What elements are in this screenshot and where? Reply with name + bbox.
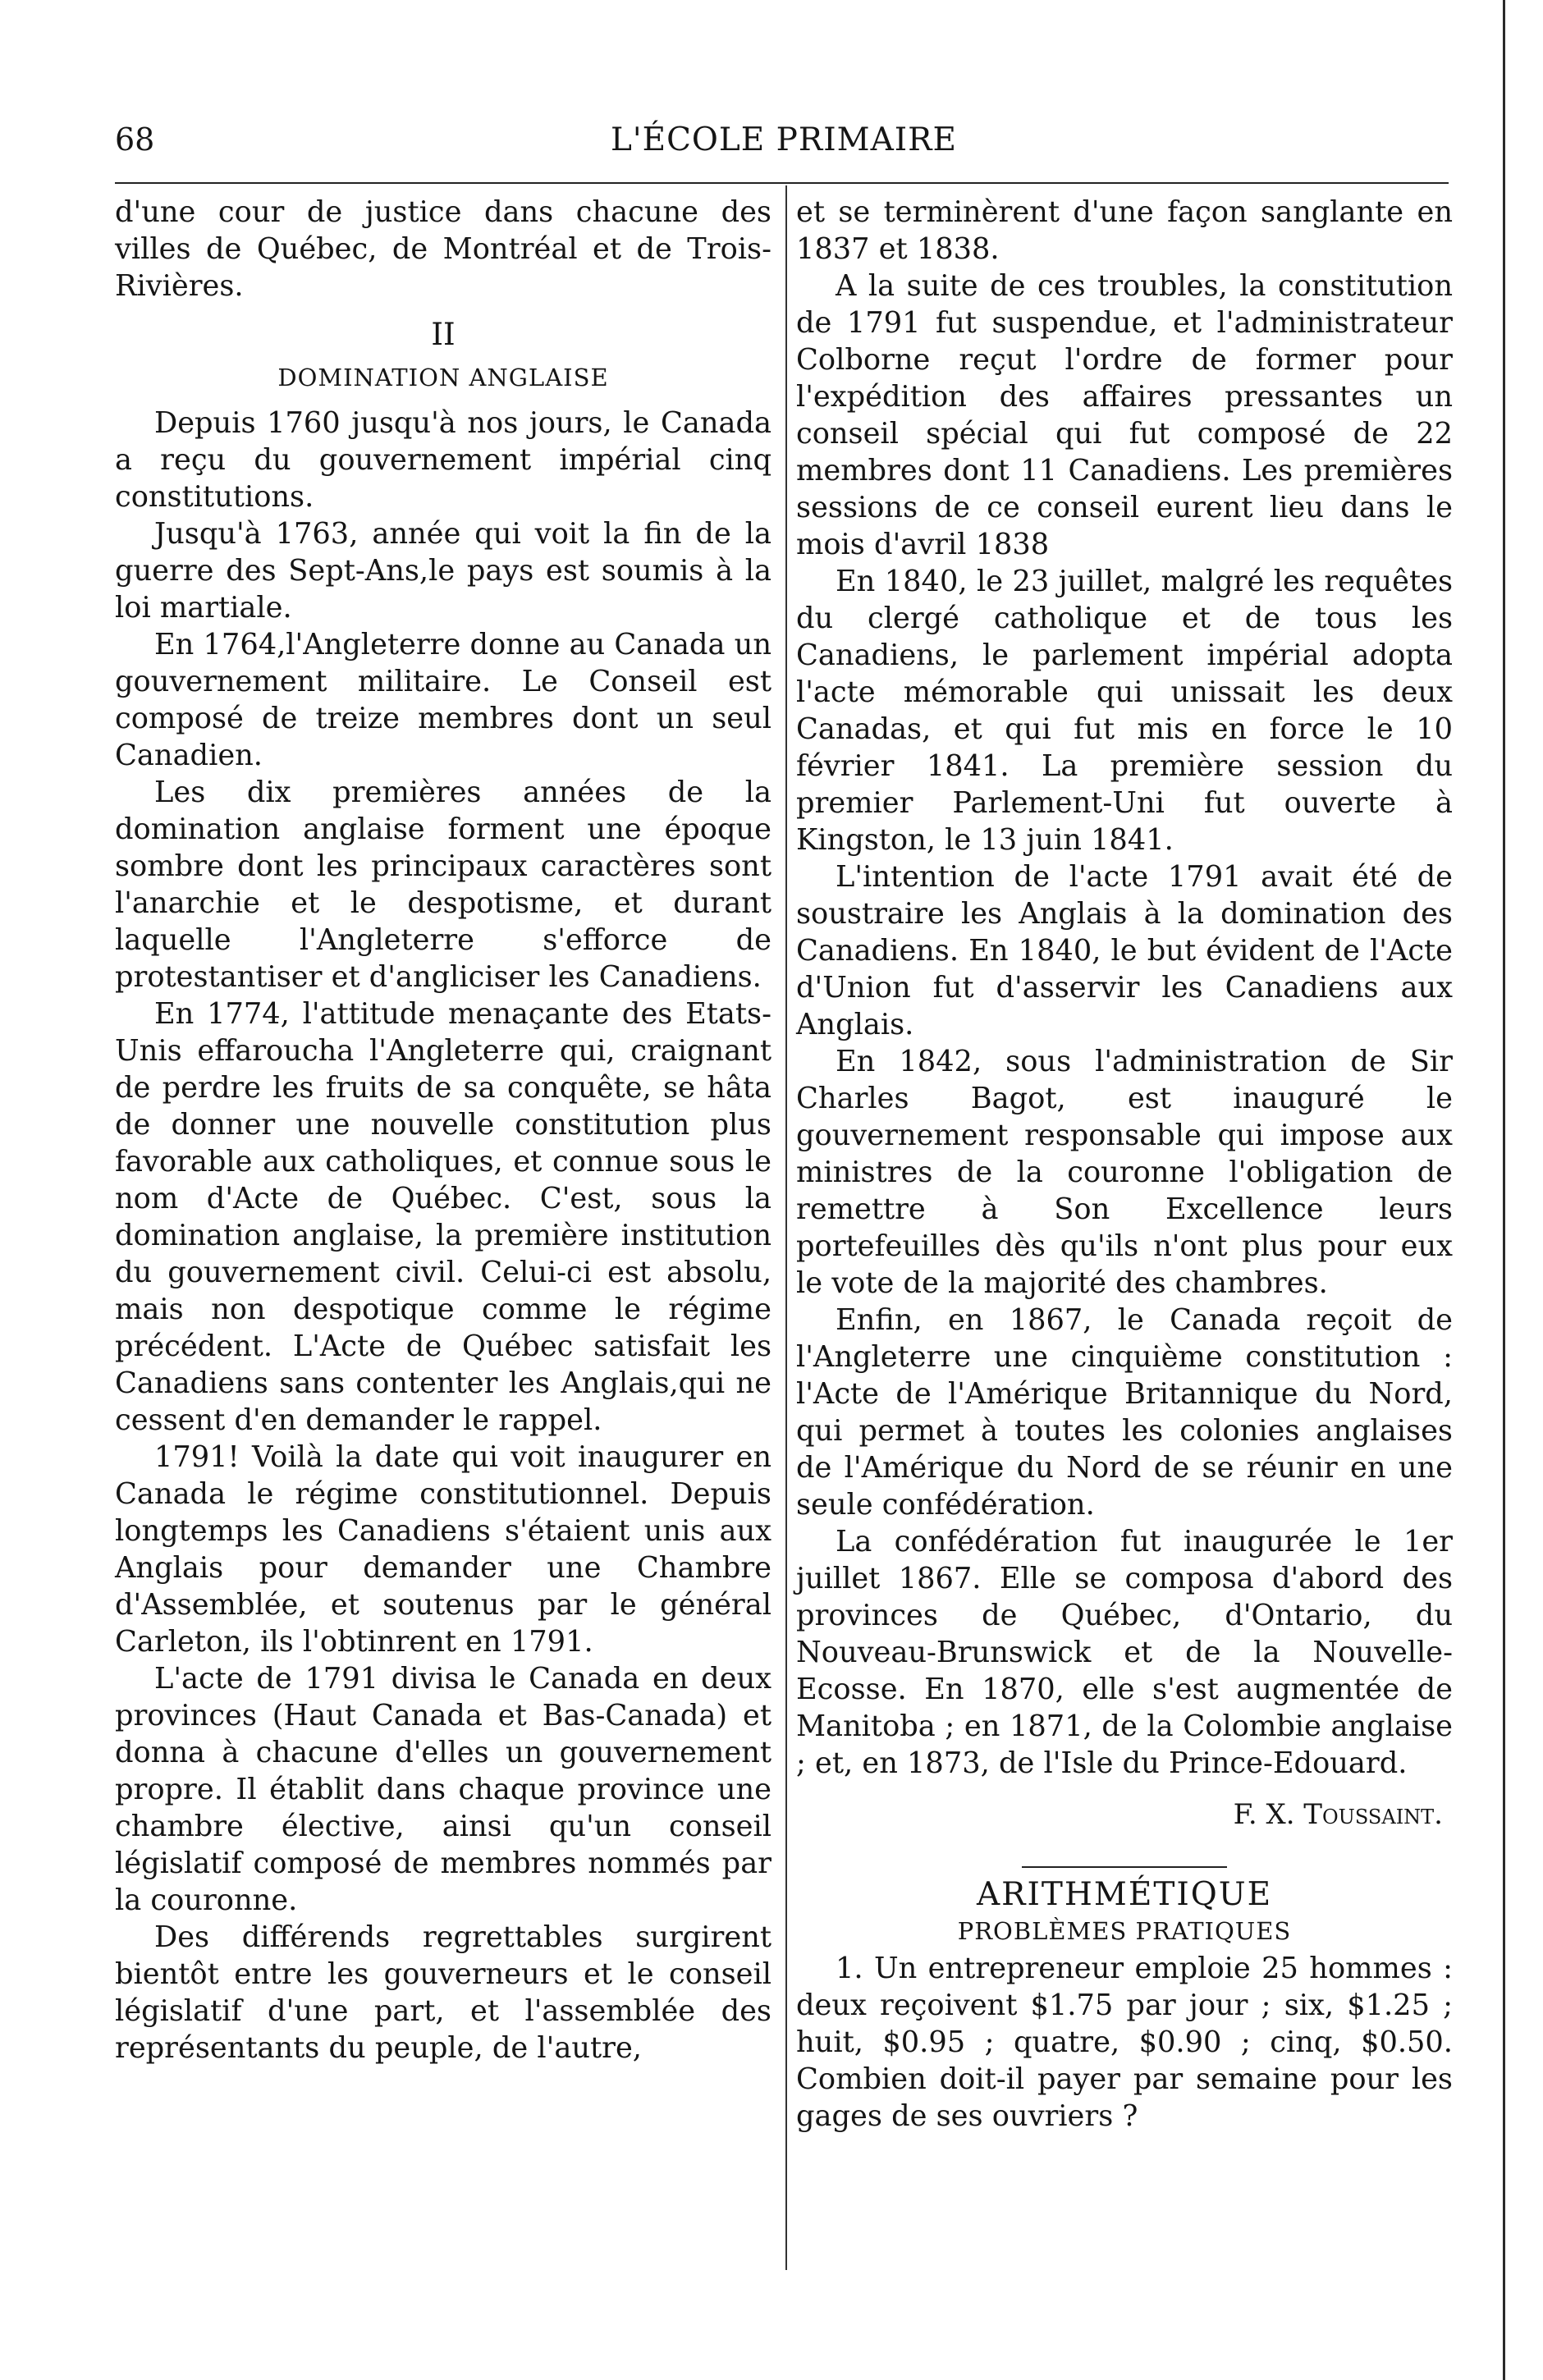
continued-paragraph: et se terminèrent d'une façon sanglante en 1837 et 1838. <box>796 195 1453 266</box>
author-signature <box>796 1782 1453 1833</box>
paragraph: En 1764,l'Angleterre donne au Canada un gouvernement militaire. Le Conseil est composé de treize membres dont un seul Canadien. <box>115 628 772 772</box>
paragraph: L'acte de 1791 divisa le Canada en deux provinces (Haut Canada et Bas-Canada) et donna à chacune d'elles un gouvernement propre. Il établit dans chaque province une chambre élective, ainsi qu'un conseil législatif composé de membres nommés par la couronne. <box>115 1662 772 1917</box>
header-rule <box>115 182 1449 184</box>
problem-1: 1. Un entrepreneur emploie 25 hommes : deux reçoivent $1.75 par jour ; six, $1.25 ; huit, $0.95 ; quatre, $0.90 ; cinq, $0.50. Combien doit-il payer par semaine pour les gages de ses ouvriers ? <box>796 1952 1453 2133</box>
practical-problems-subheading: PROBLÈMES PRATIQUES <box>957 1917 1292 1945</box>
page-edge-line <box>1503 0 1505 2380</box>
column-divider <box>785 185 787 2270</box>
paragraph: En 1840, le 23 juillet, malgré les requêtes du clergé catholique et de tous les Canadiens, le parlement impérial adopta l'acte mémorable qui unissait les deux Canadas, et qui fut mis en force le 10 février 1841. La première session du premier Parlement-Uni fut ouverte à Kingston, le 13 juin 1841. <box>796 565 1453 857</box>
section-title: DOMINATION ANGLAISE <box>277 364 609 391</box>
signature-initials: F. X. T <box>1233 1798 1322 1831</box>
paragraph: 1791! Voilà la date qui voit inaugurer en Canada le régime constitutionnel. Depuis longtemps les Canadiens s'étaient unis aux Anglais pour demander une Chambre d'Assemblée, et soutenus par le général Carleton, ils l'obtinrent en 1791. <box>115 1440 772 1659</box>
section-separator-rule <box>1022 1866 1227 1868</box>
section-number: II <box>431 317 456 352</box>
paragraph: En 1842, sous l'administration de Sir Charles Bagot, est inauguré le gouvernement responsable qui impose aux ministres de la couronne l'obligation de remettre à Son Excellence leurs portefeuilles dès qu'ils n'ont plus pour eux le vote de la majorité des chambres. <box>796 1045 1453 1300</box>
paragraph: En 1774, l'attitude menaçante des Etats-Unis effaroucha l'Angleterre qui, craignant de perdre les fruits de sa conquête, se hâta de donner une nouvelle constitution plus favorable aux catholiques, et connue sous le nom d'Acte de Québec. C'est, sous la domination anglaise, la première institution du gouvernement civil. Celui-ci est absolu, mais non despotique comme le régime précédent. L'Acte de Québec satisfait les Canadiens sans contenter les Anglais,qui ne cessent d'en demander le rappel. <box>115 997 772 1437</box>
paragraph: L'intention de l'acte 1791 avait été de soustraire les Anglais à la domination des Canadiens. En 1840, le but évident de l'Acte d'Union fut d'asservir les Canadiens aux Anglais. <box>796 860 1453 1041</box>
paragraph: La confédération fut inaugurée le 1er juillet 1867. Elle se composa d'abord des provinces de Québec, d'Ontario, du Nouveau-Brunswick et de la Nouvelle-Ecosse. En 1870, elle s'est augmentée de Manitoba ; en 1871, de la Colombie anglaise ; et, en 1873, de l'Isle du Prince-Edouard. <box>796 1525 1453 1780</box>
paragraph: Jusqu'à 1763, année qui voit la fin de la guerre des Sept-Ans,le pays est soumis à la loi martiale. <box>115 517 772 625</box>
paragraph: Enfin, en 1867, le Canada reçoit de l'Angleterre une cinquième constitution : l'Acte de l'Amérique Britannique du Nord, qui permet à toutes les colonies anglaises de l'Amérique du Nord de se réunir en une seule confédération. <box>796 1303 1453 1522</box>
left-column <box>115 194 772 2066</box>
paragraph: A la suite de ces troubles, la constitution de 1791 fut suspendue, et l'administrateur Colborne reçut l'ordre de former pour l'expédition des affaires pressantes un conseil spécial qui fut composé de 22 membres dont 11 Canadiens. Les premières sessions de ce conseil eurent lieu dans le mois d'avril 1838 <box>796 269 1453 561</box>
page-header <box>115 121 1453 171</box>
paragraph: Des différends regrettables surgirent bientôt entre les gouverneurs et le conseil législatif d'une part, et l'assemblée des représentants du peuple, de l'autre, <box>115 1920 772 2065</box>
right-column <box>796 194 1453 2135</box>
running-title: L'ÉCOLE PRIMAIRE <box>610 121 957 158</box>
page-number: 68 <box>115 121 155 158</box>
paragraph: Les dix premières années de la domination anglaise forment une époque sombre dont les principaux caractères sont l'anarchie et le despotisme, et durant laquelle l'Angleterre s'efforce de protestantiser et d'angliciser les Canadiens. <box>115 776 772 994</box>
continued-paragraph: d'une cour de justice dans chacune des villes de Québec, de Montréal et de Trois-Rivières. <box>115 195 772 303</box>
arithmetic-heading: ARITHMÉTIQUE <box>976 1876 1273 1913</box>
signature-surname: oussaint. <box>1322 1798 1443 1831</box>
paragraph: Depuis 1760 jusqu'à nos jours, le Canada a reçu du gouvernement impérial cinq constitutions. <box>115 406 772 514</box>
